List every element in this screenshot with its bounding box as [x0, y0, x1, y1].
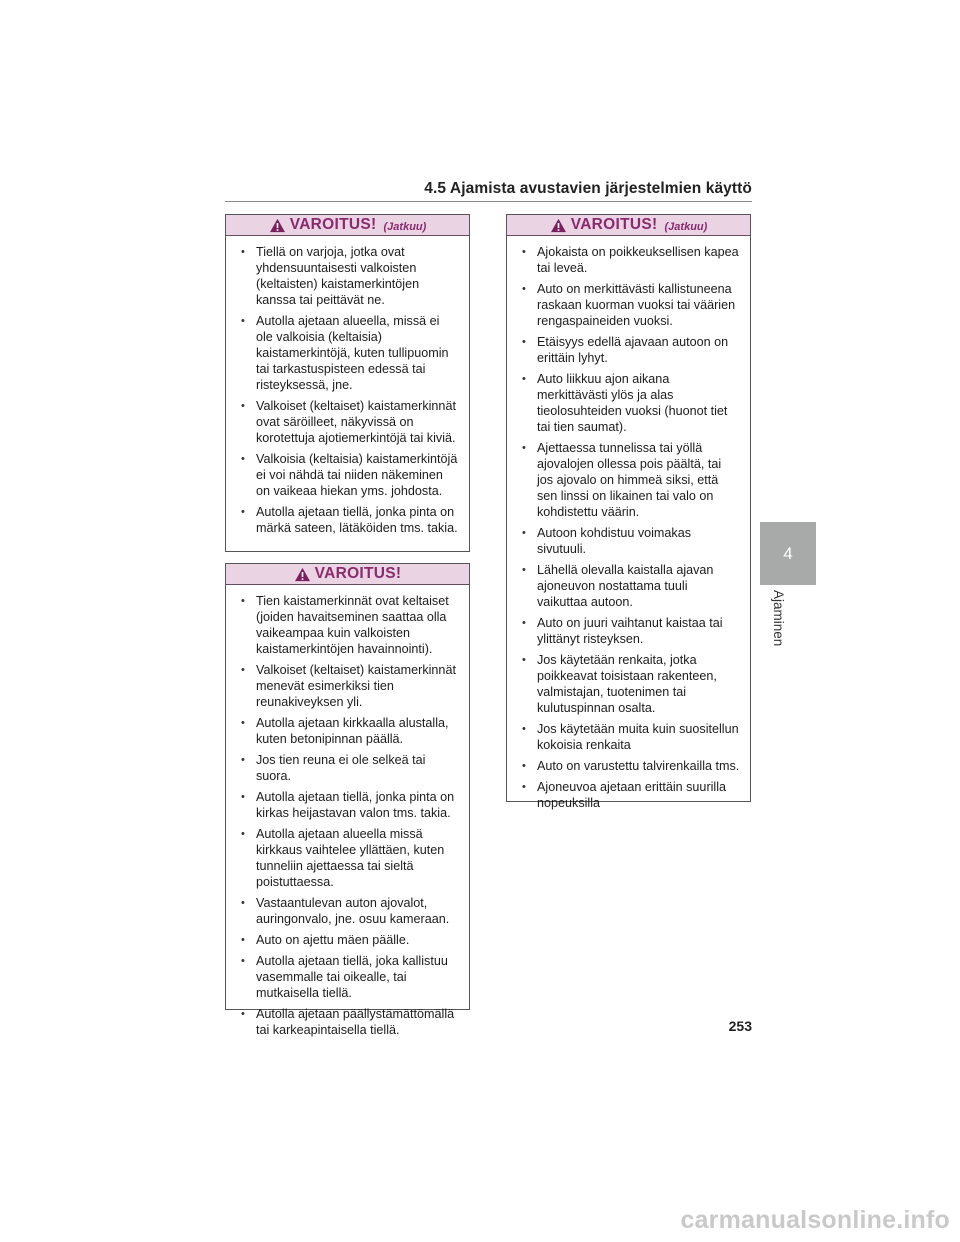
list-item: • Auto on merkittävästi kallistuneena raskaan kuorman vuoksi tai väärien rengaspaineiden vuoksi.: [519, 281, 740, 329]
warning-box-2: [225, 563, 470, 1037]
warning-box-1: [225, 214, 470, 552]
header-divider: [225, 201, 752, 202]
list-item: • Autolla ajetaan tiellä, jonka pinta on kirkas heijastavan valon tms. takia.: [238, 789, 459, 821]
list-item: • Autolla ajetaan päällystämättömällä tai karkeapintaisella tiellä.: [238, 1006, 459, 1038]
page-number: 253: [728, 1018, 752, 1034]
list-item: • Autoon kohdistuu voimakas sivutuuli.: [519, 525, 740, 557]
warning-triangle-icon: [269, 218, 286, 233]
list-item: • Tien kaistamerkinnät ovat keltaiset (joiden havaitseminen saattaa olla vaikeampaa kuin valkoisten kaistamerkintöjen havainnointi).: [238, 593, 459, 657]
list-item: • Autolla ajetaan tiellä, jonka pinta on märkä sateen, lätäköiden tms. takia.: [238, 504, 459, 536]
warning-list: [226, 585, 469, 1053]
continued-label: (Jatkuu): [383, 220, 427, 233]
warning-title: VAROITUS!: [314, 565, 402, 582]
list-item: • Auto liikkuu ajon aikana merkittävästi ylös ja alas tieolosuhteiden vuoksi (huonot tiet tai tien saumat).: [519, 371, 740, 435]
warning-title: VAROITUS!: [289, 216, 377, 233]
list-item: • Ajoneuvoa ajetaan erittäin suurilla nopeuksilla: [519, 779, 740, 811]
warning-list: [507, 236, 750, 826]
list-item: • Ajokaista on poikkeuksellisen kapea tai leveä.: [519, 244, 740, 276]
list-item: • Auto on juuri vaihtanut kaistaa tai ylittänyt risteyksen.: [519, 615, 740, 647]
watermark: carmanualsonline.info: [680, 1206, 950, 1234]
list-item: • Valkoiset (keltaiset) kaistamerkinnät ovat säröilleet, näkyvissä on korotettuja ajotiemerkintöjä tai kiviä.: [238, 398, 459, 446]
list-item: • Etäisyys edellä ajavaan autoon on erittäin lyhyt.: [519, 334, 740, 366]
list-item: • Ajettaessa tunnelissa tai yöllä ajovalojen ollessa pois päältä, tai jos ajovalo on himmeä siksi, että sen linssi on likainen tai valo on kohdistettu väärin.: [519, 440, 740, 520]
list-item: • Autolla ajetaan kirkkaalla alustalla, kuten betonipinnan päällä.: [238, 715, 459, 747]
list-item: • Auto on ajettu mäen päälle.: [238, 932, 459, 948]
list-item: • Jos käytetään renkaita, jotka poikkeavat toisistaan rakenteen, valmistajan, tuotenimen tai kulutuspinnan osalta.: [519, 652, 740, 716]
list-item: • Jos tien reuna ei ole selkeä tai suora.: [238, 752, 459, 784]
chapter-tab[interactable]: 4: [760, 522, 816, 585]
warning-title: VAROITUS!: [570, 216, 658, 233]
list-item: • Tiellä on varjoja, jotka ovat yhdensuuntaisesti valkoisten (keltaisten) kaistamerkintöjen kanssa tai peittävät ne.: [238, 244, 459, 308]
warning-header: [507, 215, 750, 236]
warning-triangle-icon: [550, 218, 567, 233]
list-item: • Jos käytetään muita kuin suositellun kokoisia renkaita: [519, 721, 740, 753]
list-item: • Auto on varustettu talvirenkailla tms.: [519, 758, 740, 774]
warning-triangle-icon: [294, 567, 311, 582]
list-item: • Lähellä olevalla kaistalla ajavan ajoneuvon nostattama tuuli vaikuttaa autoon.: [519, 562, 740, 610]
list-item: • Autolla ajetaan tiellä, joka kallistuu vasemmalle tai oikealle, tai mutkaisella tiellä.: [238, 953, 459, 1001]
warning-header: [226, 215, 469, 236]
warning-header: [226, 564, 469, 585]
list-item: • Vastaantulevan auton ajovalot, auringonvalo, jne. osuu kameraan.: [238, 895, 459, 927]
chapter-label: Ajaminen: [771, 590, 786, 647]
section-header: 4.5 Ajamista avustavien järjestelmien käyttö: [424, 180, 752, 197]
warning-box-3: [506, 214, 751, 810]
list-item: • Valkoiset (keltaiset) kaistamerkinnät menevät esimerkiksi tien reunakiveyksen yli.: [238, 662, 459, 710]
continued-label: (Jatkuu): [664, 220, 708, 233]
list-item: • Autolla ajetaan alueella, missä ei ole valkoisia (keltaisia) kaistamerkintöjä, kuten tullipuomin tai tarkastuspisteen edessä tai risteyksessä, jne.: [238, 313, 459, 393]
list-item: • Valkoisia (keltaisia) kaistamerkintöjä ei voi nähdä tai niiden näkeminen on vaikeaa hiekan yms. johdosta.: [238, 451, 459, 499]
warning-list: [226, 236, 469, 551]
list-item: • Autolla ajetaan alueella missä kirkkaus vaihtelee yllättäen, kuten tunneliin ajettaessa tai sieltä poistuttaessa.: [238, 826, 459, 890]
